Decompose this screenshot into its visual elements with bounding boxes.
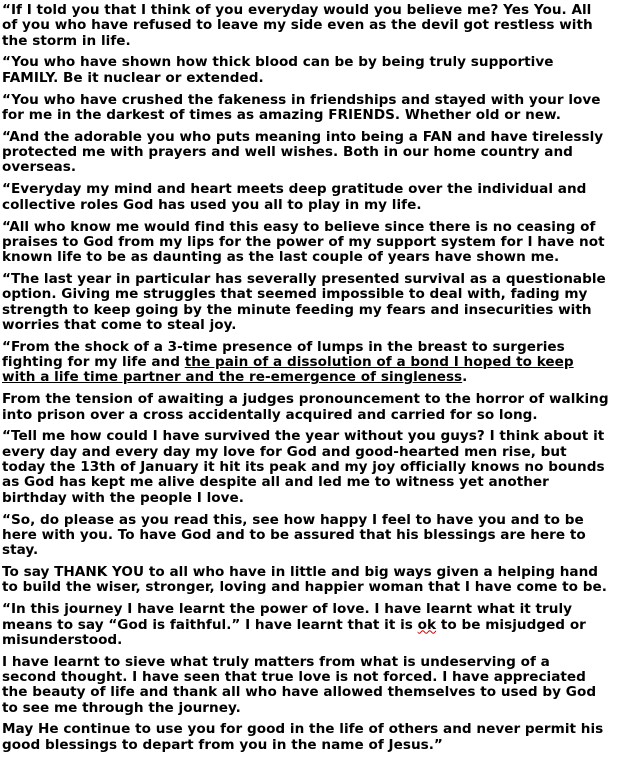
- paragraph-family: [2, 55, 639, 86]
- text-line: here with you. To have God and to be assured that his blessings are here to: [2, 526, 586, 543]
- paragraph-journey: [2, 602, 639, 648]
- text-line: to see me through the journey.: [2, 699, 241, 716]
- plain-text: means to say “God is faithful.” I have learnt that it is: [2, 616, 418, 633]
- text-line: To say THANK YOU to all who have in little and big ways given a helping hand: [2, 564, 599, 581]
- text-line: the beauty of life and thank all who have allowed themselves to used by God: [2, 684, 597, 701]
- text-line: strength to keep going by the minute feeding my fears and insecurities with: [2, 301, 592, 318]
- text-line: worries that come to steal joy.: [2, 316, 237, 333]
- paragraph-intro: [2, 3, 639, 49]
- text-line: “The last year in particular has severally presented survival as a questionable: [2, 271, 606, 288]
- paragraph-happy: [2, 513, 639, 559]
- text-line: good blessings to depart from you in the name of Jesus.”: [2, 736, 443, 753]
- paragraph-prison: [2, 392, 639, 423]
- text-line: collective roles God has used you all to play in my life.: [2, 196, 422, 213]
- text-line: known life to be as daunting as the last couple of years have shown me.: [2, 249, 560, 266]
- paragraph-praises: [2, 220, 639, 266]
- text-line: From the tension of awaiting a judges pronouncement to the horror of walking: [2, 391, 609, 408]
- paragraph-sieve: [2, 655, 639, 716]
- text-line: as God has kept me alive despite all and led me to witness yet another: [2, 474, 549, 491]
- text-line: I have learnt to sieve what truly matters from what is undeserving of a: [2, 653, 550, 670]
- text-line: “Everyday my mind and heart meets deep gratitude over the individual and: [2, 181, 587, 198]
- text-line: second thought. I have seen that true love is not forced. I have appreciated: [2, 669, 586, 685]
- text-line: for me in the darkest of times as amazing FRIENDS. Whether old or new.: [2, 106, 561, 123]
- paragraph-gratitude: [2, 182, 639, 213]
- text-line: stay.: [2, 542, 39, 559]
- text-line: “From the shock of a 3-time presence of lumps in the breast to surgeries: [2, 338, 565, 355]
- text-line: [2, 618, 639, 633]
- text-line: “You who have crushed the fakeness in friendships and stayed with your love: [2, 91, 601, 108]
- text-line: misunderstood.: [2, 631, 123, 648]
- paragraph-birthday: [2, 429, 639, 505]
- spellcheck-flagged-word: ok: [417, 616, 437, 633]
- text-line: option. Giving me struggles that seemed impossible to deal with, fading my: [2, 286, 588, 303]
- paragraph-blessing: [2, 722, 639, 753]
- text-line: FAMILY. Be it nuclear or extended.: [2, 69, 264, 86]
- text-line: “If I told you that I think of you everyday would you believe me? Yes You. All: [2, 2, 592, 18]
- plain-text: to be misjudged or: [436, 616, 586, 633]
- underlined-text: with a life time partner and the re-emergence of singleness: [2, 369, 463, 386]
- text-line: overseas.: [2, 159, 77, 176]
- text-line: praises to God from my lips for the power of my support system for I have not: [2, 233, 605, 250]
- text-line: “So, do please as you read this, see how happy I feel to have you and to be: [2, 511, 584, 528]
- paragraph-last-year: [2, 272, 639, 333]
- text-line: today the 13th of January it hit its peak and my joy officially knows no bounds: [2, 459, 605, 476]
- paragraph-fans: [2, 130, 639, 176]
- text-line: into prison over a cross accidentally acquired and carried for so long.: [2, 406, 538, 423]
- text-line: protected me with prayers and well wishes. Both in our home country and: [2, 144, 573, 161]
- text-line: every day and every day my love for God and good-hearted men rise, but: [2, 443, 567, 460]
- text-line: “In this journey I have learnt the power of love. I have learnt what it truly: [2, 601, 573, 618]
- text-line: the storm in life.: [2, 32, 131, 49]
- text-line: May He continue to use you for good in the life of others and never permit his: [2, 721, 604, 738]
- text-line: [2, 370, 639, 385]
- text-line: “You who have shown how thick blood can be by being truly supportive: [2, 54, 554, 71]
- plain-text: fighting for my life and: [2, 354, 185, 371]
- paragraph-lumps: [2, 340, 639, 386]
- paragraph-thank-you: [2, 565, 639, 596]
- text-line: birthday with the people I love.: [2, 489, 244, 506]
- text-line: to build the wiser, stronger, loving and happier woman that I have come to be.: [2, 579, 607, 596]
- text-line: “All who know me would find this easy to believe since there is no ceasing of: [2, 218, 596, 235]
- underlined-text: the pain of a dissolution of a bond I hoped to keep: [184, 354, 574, 371]
- document-body: [2, 3, 639, 760]
- paragraph-friends: [2, 93, 639, 124]
- text-line: “Tell me how could I have survived the year without you guys? I think about it: [2, 428, 605, 445]
- text-line: “And the adorable you who puts meaning into being a FAN and have tirelessly: [2, 128, 604, 145]
- text-line: of you who have refused to leave my side even as the devil got restless with: [2, 17, 593, 34]
- plain-text: .: [462, 369, 468, 386]
- text-line: [2, 355, 639, 370]
